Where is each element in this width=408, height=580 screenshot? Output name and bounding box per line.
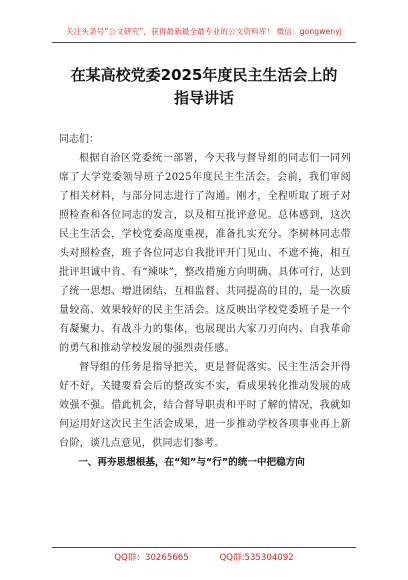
header-promo-note: 关注头条号“公文研究”，获得最新最全最专业的公文资料库！ 微信：gongwenyj — [66, 27, 342, 36]
footer-qq-group-2: QQ群:535304092 — [219, 553, 294, 563]
footer-qq-group-1: QQ群：30265665 — [114, 553, 189, 563]
body-paragraph-1: 根据自治区党委统一部署，今天我与督导组的同志们一同列席了大学党委领导班子2025年度民主生活会。会前，我们审阅了相关材料，与部分同志进行了沟通。刚才，全程听取了班子对照检查和各位同志的发言，以及相互批评意见。总体感到，这次民主生活会，学校党委高度重视，准备扎实充分。李树林同志带头对照检查，班子各位同志自我批评开门见山、不遮不掩，相互批评坦诚中肯、有“辣味”，整改措施方向明确、具体可行，达到了统一思想、增进团结、互相监督、共同提高的目的，是一次质量较高、效果较好的民主生活会。这反映出学校党委班子是一个有凝聚力、有战斗力的集体，也展现出大家刀刃向内、自我革命的勇气和推动学校发展的强烈责任感。 — [59, 153, 351, 354]
footer-divider — [52, 547, 356, 548]
salutation: 同志们： — [59, 134, 99, 145]
document-title — [40, 64, 368, 110]
title-line-2: 指导讲话 — [173, 89, 234, 107]
footer-contacts — [0, 551, 408, 563]
section-heading-1: 一、再夯思想根基，在“知”与“行”的统一中把稳方向 — [78, 457, 305, 468]
document-body — [59, 130, 351, 472]
body-paragraph-2: 督导组的任务是指导把关，更是督促落实。民主生活会开得好不好，关键要看会后的整改实不实，看成果转化推动发展的成效强不强。借此机会，结合督导职责和平时了解的情况，我就如何运用好这次民主生活会成果，进一步推动学校各项事业再上新台阶，谈几点意见，供同志们参考。 — [59, 362, 351, 449]
title-line-1: 在某高校党委2025年度民主生活会上的 — [70, 66, 338, 84]
header-divider — [52, 42, 356, 43]
